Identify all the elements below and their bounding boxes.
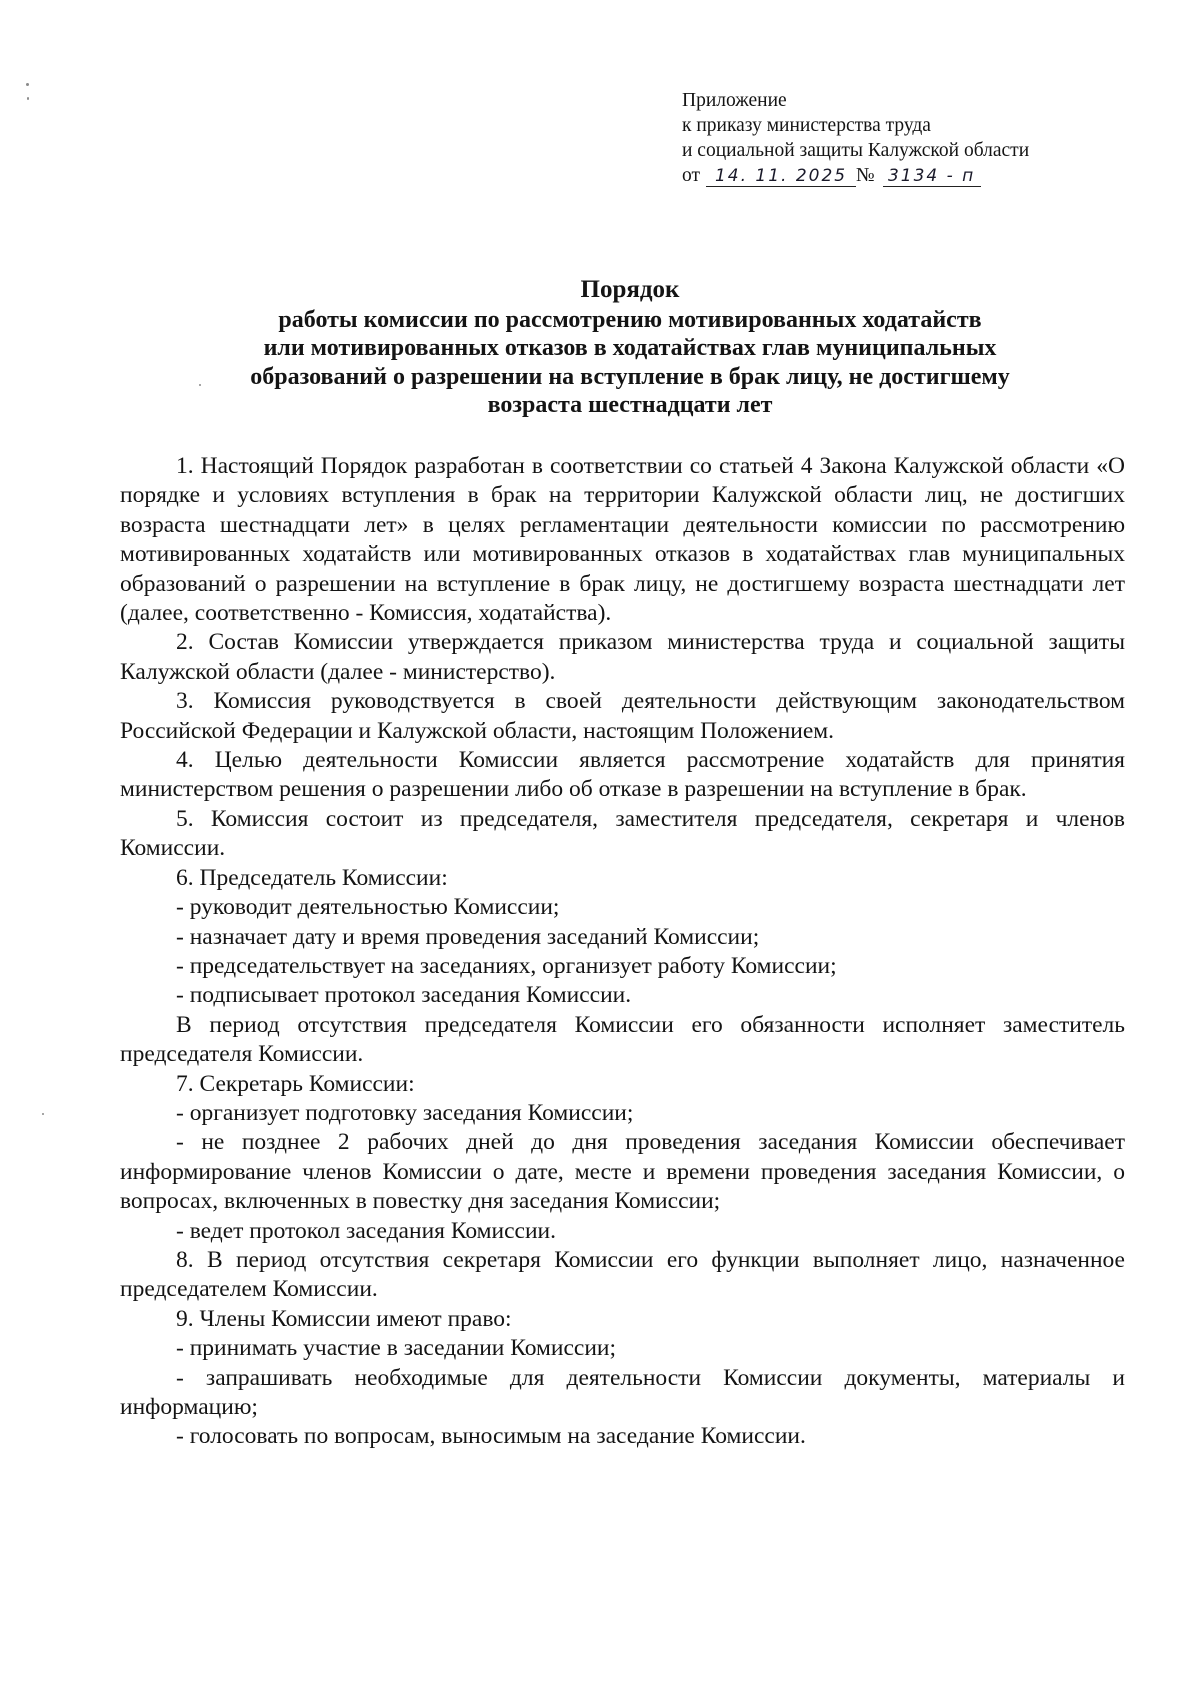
- title-line: работы комиссии по рассмотрению мотивированных ходатайств: [278, 306, 982, 333]
- order-number-handwritten: 3134 - п: [883, 166, 981, 187]
- order-date-handwritten: 14. 11. 2025: [706, 166, 856, 187]
- title-line: или мотивированных отказов в ходатайствах глав муниципальных: [263, 335, 997, 361]
- paragraph: 5. Комиссия состоит из председателя, заместителя председателя, секретаря и членов Комиссии.: [120, 805, 1125, 862]
- list-item: - голосовать по вопросам, выносимым на заседание Комиссии.: [176, 1423, 806, 1450]
- annex-line: к приказу министерства труда: [682, 115, 931, 136]
- paragraph: 4. Целью деятельности Комиссии является рассмотрение ходатайств для принятия министерством решения о разрешении либо об отказе в разрешении на вступление в брак.: [120, 747, 1125, 803]
- list-item: - организует подготовку заседания Комиссии;: [176, 1099, 634, 1126]
- list-item: - не позднее 2 рабочих дней до дня проведения заседания Комиссии обеспечивает информирование членов Комиссии о дате, месте и времени проведения заседания Комиссии, о вопросах, включенных в повестку дня заседания Комиссии;: [120, 1129, 1125, 1215]
- list-item: - руководит деятельностью Комиссии;: [176, 894, 560, 921]
- annex-line: и социальной защиты Калужской области: [682, 140, 1030, 161]
- paragraph: 6. Председатель Комиссии:: [176, 864, 448, 891]
- number-prefix: №: [856, 165, 875, 186]
- date-prefix: от: [682, 165, 701, 186]
- paragraph: 2. Состав Комиссии утверждается приказом министерства труда и социальной защиты Калужской области (далее - министерство).: [120, 629, 1125, 685]
- order-date-number-line: [682, 163, 1142, 188]
- scan-speck: [42, 1113, 44, 1115]
- list-item: - запрашивать необходимые для деятельности Комиссии документы, материалы и информацию;: [120, 1364, 1125, 1420]
- paragraph: 7. Секретарь Комиссии:: [176, 1070, 415, 1097]
- list-item: - подписывает протокол заседания Комиссии.: [176, 982, 632, 1009]
- title-line: возраста шестнадцати лет: [487, 392, 773, 418]
- scan-speck: [26, 83, 29, 86]
- list-item: - ведет протокол заседания Комиссии.: [176, 1217, 556, 1244]
- paragraph: 8. В период отсутствия секретаря Комиссии его функции выполняет лицо, назначенное председателем Комиссии.: [120, 1246, 1125, 1303]
- annex-header: [682, 88, 1142, 188]
- list-item: - назначает дату и время проведения заседаний Комиссии;: [176, 923, 760, 950]
- paragraph: 3. Комиссия руководствуется в своей деятельности действующим законодательством Российской Федерации и Калужской области, настоящим Положением.: [120, 688, 1125, 744]
- document-body: [120, 452, 1125, 1452]
- paragraph: В период отсутствия председателя Комиссии его обязанности исполняет заместитель председателя Комиссии.: [120, 1011, 1125, 1068]
- list-item: - председательствует на заседаниях, организует работу Комиссии;: [176, 952, 837, 979]
- title-main: Порядок: [580, 276, 680, 303]
- paragraph: 9. Члены Комиссии имеют право:: [176, 1305, 512, 1332]
- paragraph: 1. Настоящий Порядок разработан в соответствии со статьей 4 Закона Калужской области «О порядке и условиях вступления в брак на территории Калужской области лиц, не достигших возраста шестнадцати лет» в целях регламентации деятельности комиссии по рассмотрению мотивированных ходатайств или мотивированных отказов в ходатайствах глав муниципальных образований о разрешении на вступление в брак лицу, не достигшему возраста шестнадцати лет (далее, соответственно - Комиссия, ходатайства).: [120, 453, 1125, 627]
- document-title: [160, 276, 1100, 420]
- annex-line: Приложение: [682, 90, 787, 111]
- list-item: - принимать участие в заседании Комиссии;: [176, 1335, 617, 1362]
- title-line: образований о разрешении на вступление в брак лицу, не достигшему: [250, 363, 1010, 390]
- scan-speck: [27, 97, 29, 100]
